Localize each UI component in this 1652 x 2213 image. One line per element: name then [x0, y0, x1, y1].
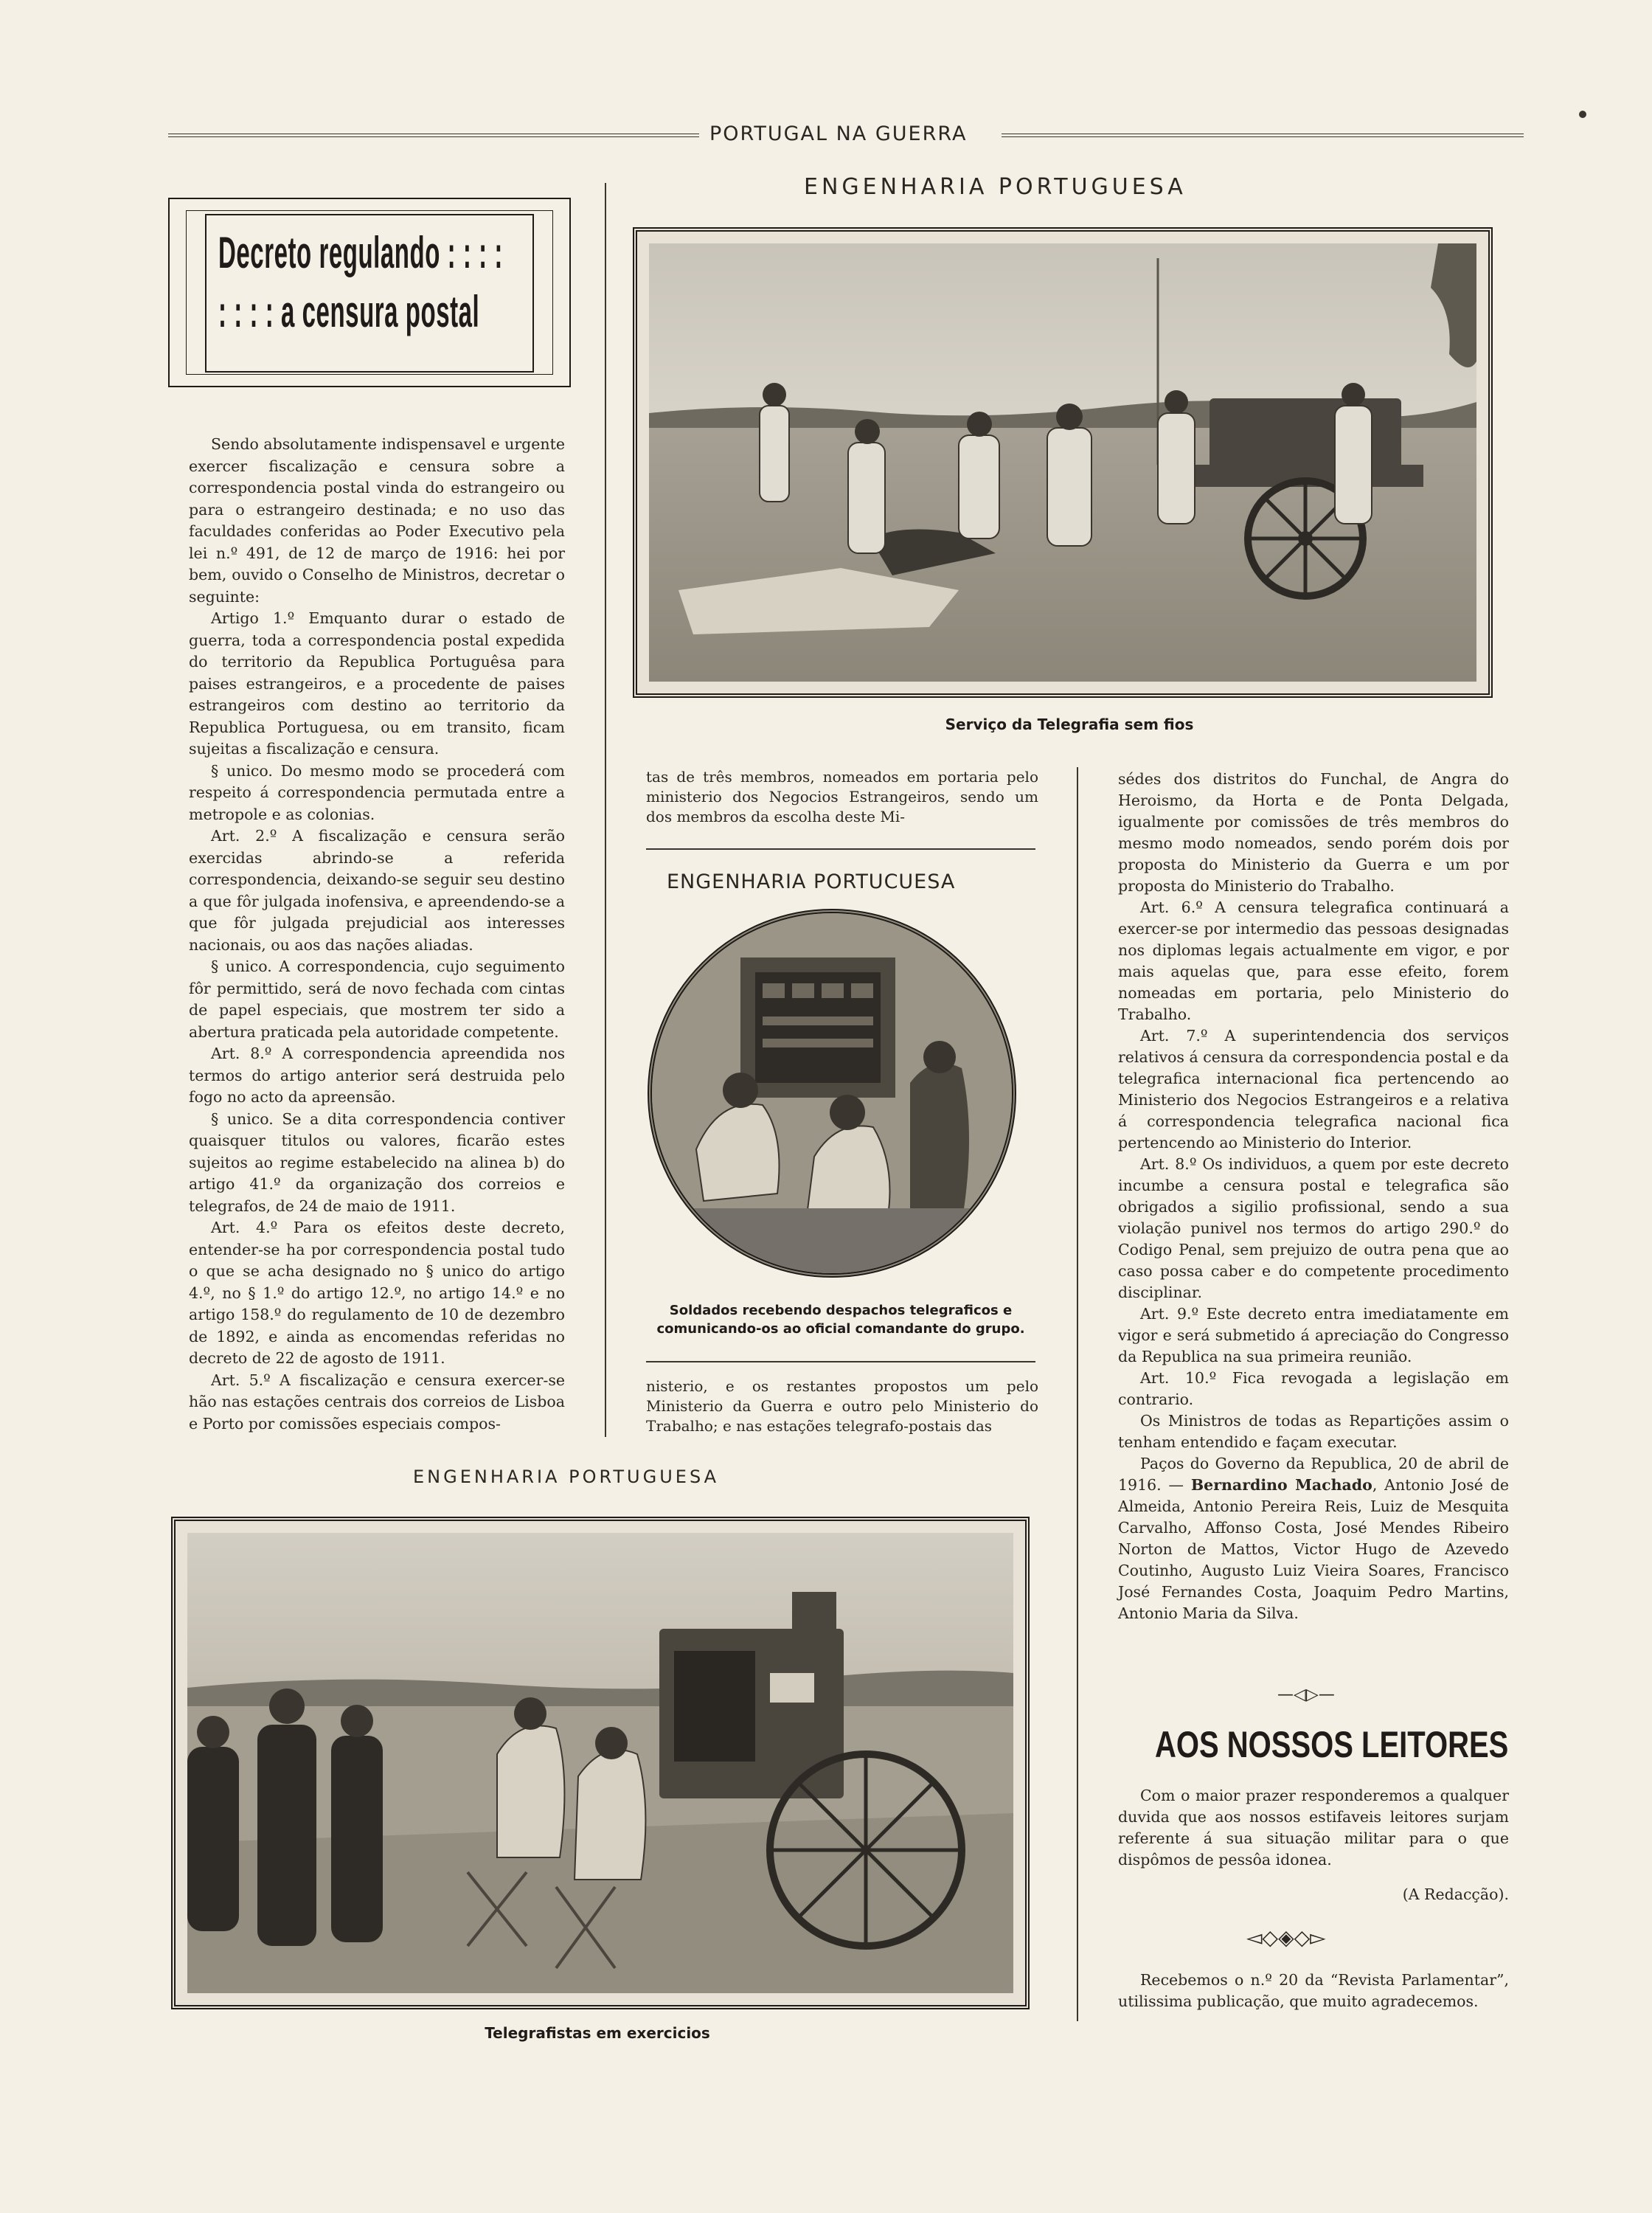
- decree-paragraph: Art. 8.º A correspondencia apreendida nos termos do artigo anterior será destruida pelo fogo no acto da apreensão.: [189, 1045, 565, 1106]
- right-paragraph: sédes dos distritos do Funchal, de Angra do Heroismo, da Horta e de Ponta Delgada, igualmente por comissões de três membros do mesmo modo nomeados, sendo porém dois por proposta do Ministerio da Guerra e um por proposta do Ministerio do Trabalho.: [1118, 770, 1509, 895]
- middle-photo-scene: [652, 913, 1012, 1273]
- column-divider-left: [605, 183, 606, 1437]
- ornament-divider-icon: —◁▷—: [1277, 1686, 1335, 1704]
- decree-title-line-2: : : : : a censura postal: [218, 287, 480, 336]
- top-photo-wireless-service: [649, 243, 1476, 682]
- bottom-photo-telegraphists: [187, 1533, 1013, 1993]
- top-photo-scene: [649, 243, 1476, 682]
- right-paragraph: Art. 8.º Os individuos, a quem por este decreto incumbe a censura postal e telegrafica são obrigados a sigilio profissional, sendo a sua violação punivel nos termos do artigo 290.º do Codigo Penal, sem prejuizo de outra pena que ao caso possa caber e do competente procedimento disciplinar.: [1118, 1155, 1509, 1301]
- decree-paragraph: Art. 5.º A fiscalização e censura exercer-se hão nas estações centrais dos correios de Lisboa e Porto por comissões especiais compos-: [189, 1371, 565, 1433]
- decree-paragraph: § unico. Do mesmo modo se procederá com respeito á correspondencia permutada entre a metropole e as colonias.: [189, 761, 565, 823]
- top-photo-caption: Serviço da Telegrafia sem fios: [945, 716, 1194, 733]
- decree-signature: [1118, 1453, 1509, 1624]
- decree-paragraph: Art. 4.º Para os efeitos deste decreto, entender-se ha por correspondencia postal tudo o que se acha designado no § unico do artigo 4.º, no § 1.º do artigo 12.º, no artigo 14.º e no artigo 158.º do regulamento de 10 de dezembro de 1892, e ainda as encomendas referidas no decreto de 22 de agosto de 1911.: [189, 1219, 565, 1367]
- right-paragraph: Art. 10.º Fica revogada a legislação em contrario.: [1118, 1369, 1509, 1408]
- middle-rule-bottom: [646, 1361, 1035, 1362]
- decree-paragraph: Artigo 1.º Emquanto durar o estado de guerra, toda a correspondencia postal expedida do territorio da Republica Portuguêsa para paises estrangeiros, e a procedente de paises estrangeiros com destino ao territorio da Republica Portuguesa, ou em transito, ficam sujeitas a fiscalização e censura.: [189, 609, 565, 758]
- leitores-signoff: (A Redacção).: [1402, 1885, 1509, 1903]
- leitores-title: AOS NOSSOS LEITORES: [1155, 1724, 1509, 1765]
- middle-photo-caption: Soldados recebendo despachos telegraficos e comunicando-os ao oficial comandante do grupo.: [656, 1303, 1025, 1337]
- decree-title-line-1: Decreto regulando : : : :: [218, 228, 503, 277]
- top-photo-section-title: ENGENHARIA PORTUGUESA: [804, 174, 1187, 200]
- middle-section-title: ENGENHARIA PORTUCUESA: [667, 870, 956, 893]
- decree-paragraph: § unico. Se a dita correspondencia contiver quaisquer titulos ou valores, ficarão estes sujeitos ao regime estabelecido na alinea b) do artigo 41.º da organização dos correios e telegrafos, de 24 de maio de 1911.: [189, 1109, 565, 1215]
- bottom-photo-scene: [187, 1533, 1013, 1993]
- signature-name: Bernardino Machado: [1190, 1476, 1372, 1494]
- leitores-text: [1118, 1785, 1509, 1905]
- header-rule-right: [1002, 134, 1524, 137]
- right-paragraph: Art. 7.º A superintendencia dos serviços relativos á censura da correspondencia postal e da telegrafica internacional fica pertencendo ao Ministerio dos Negocios Estrangeiros e a relativa á correspondencia telegrafica nacional fica pertencendo ao Ministerio do Interior.: [1118, 1027, 1509, 1151]
- middle-photo-soldiers: [648, 909, 1016, 1278]
- signature-date: Paços do Governo da Republica, 20 de abril de 1916. —: [1118, 1455, 1509, 1494]
- right-column-body: [1118, 769, 1509, 1624]
- right-paragraph: Art. 9.º Este decreto entra imediatamente em vigor e será submetido á apreciação do Congresso da Republica na sua primeira reunião.: [1118, 1305, 1509, 1365]
- page-dot: [1579, 111, 1586, 118]
- running-header-title: PORTUGAL NA GUERRA: [709, 122, 968, 145]
- column-divider-right: [1077, 767, 1078, 2021]
- ornament-diamond-icon: ◅◇◈◇▻: [1246, 1925, 1326, 1950]
- middle-bottom-text: nisterio, e os restantes propostos um pelo Ministerio da Guerra e outro pelo Ministerio do Trabalho; e nas estações telegrafo-postais das: [646, 1377, 1038, 1435]
- bottom-photo-caption: Telegrafistas em exercicios: [485, 2024, 710, 2042]
- right-paragraph: Art. 6.º A censura telegrafica continuará a exercer-se por intermedio das pessoas designadas nos diplomas legais actualmente em vigor, e por mais aquelas que, para esse efeito, forem nomeadas em portaria, pelo Ministerio do Trabalho.: [1118, 898, 1509, 1023]
- decree-article-body: [189, 434, 565, 1435]
- decree-paragraph: § unico. A correspondencia, cujo seguimento fôr permittido, será de novo fechada com cintas de papel especiais, que mostrem ter sido a abertura praticada pela autoridade competente.: [189, 957, 565, 1041]
- leitores-paragraph: Com o maior prazer responderemos a qualquer duvida que aos nossos estifaveis leitores surjam referente á sua situação militar para o que dispômos de pessôa idonea.: [1118, 1787, 1509, 1869]
- signature-ministers: , Antonio José de Almeida, Antonio Pereira Reis, Luiz de Mesquita Carvalho, Affonso Costa, José Mendes Ribeiro Norton de Mattos, Victor Hugo de Azevedo Coutinho, Augusto Luiz Vieira Soares, Francisco José Fernandes Costa, Joaquim Pedro Martins, Antonio Maria da Silva.: [1118, 1476, 1509, 1622]
- decree-paragraph: Sendo absolutamente indispensavel e urgente exercer fiscalização e censura sobre a correspondencia postal vinda do estrangeiro ou para o estrangeiro destinada; e no uso das faculdades conferidas ao Poder Executivo pela lei n.º 491, de 12 de março de 1916: hei por bem, ouvido o Conselho de Ministros, decretar o seguinte:: [189, 435, 565, 606]
- middle-top-text: tas de três membros, nomeados em portaria pelo ministerio dos Negocios Estrangeiros, sendo um dos membros da escolha deste Mi-: [646, 768, 1038, 825]
- revista-note: Recebemos o n.º 20 da “Revista Parlamentar”, utilissima publicação, que muito agradecemos.: [1118, 1971, 1509, 2010]
- header-rule-left: [168, 134, 699, 137]
- middle-rule-top: [646, 848, 1035, 850]
- right-paragraph: Os Ministros de todas as Repartições assim o tenham entendido e façam executar.: [1118, 1412, 1509, 1451]
- decree-paragraph: Art. 2.º A fiscalização e censura serão exercidas abrindo-se a referida correspondencia, deixando-se seguir seu destino a que fôr julgada inofensiva, e apreendendo-se a que fôr julgada prejudicial aos interesses nacionais, ou aos das nações aliadas.: [189, 827, 565, 954]
- bottom-photo-section-title: ENGENHARIA PORTUGUESA: [413, 1466, 720, 1487]
